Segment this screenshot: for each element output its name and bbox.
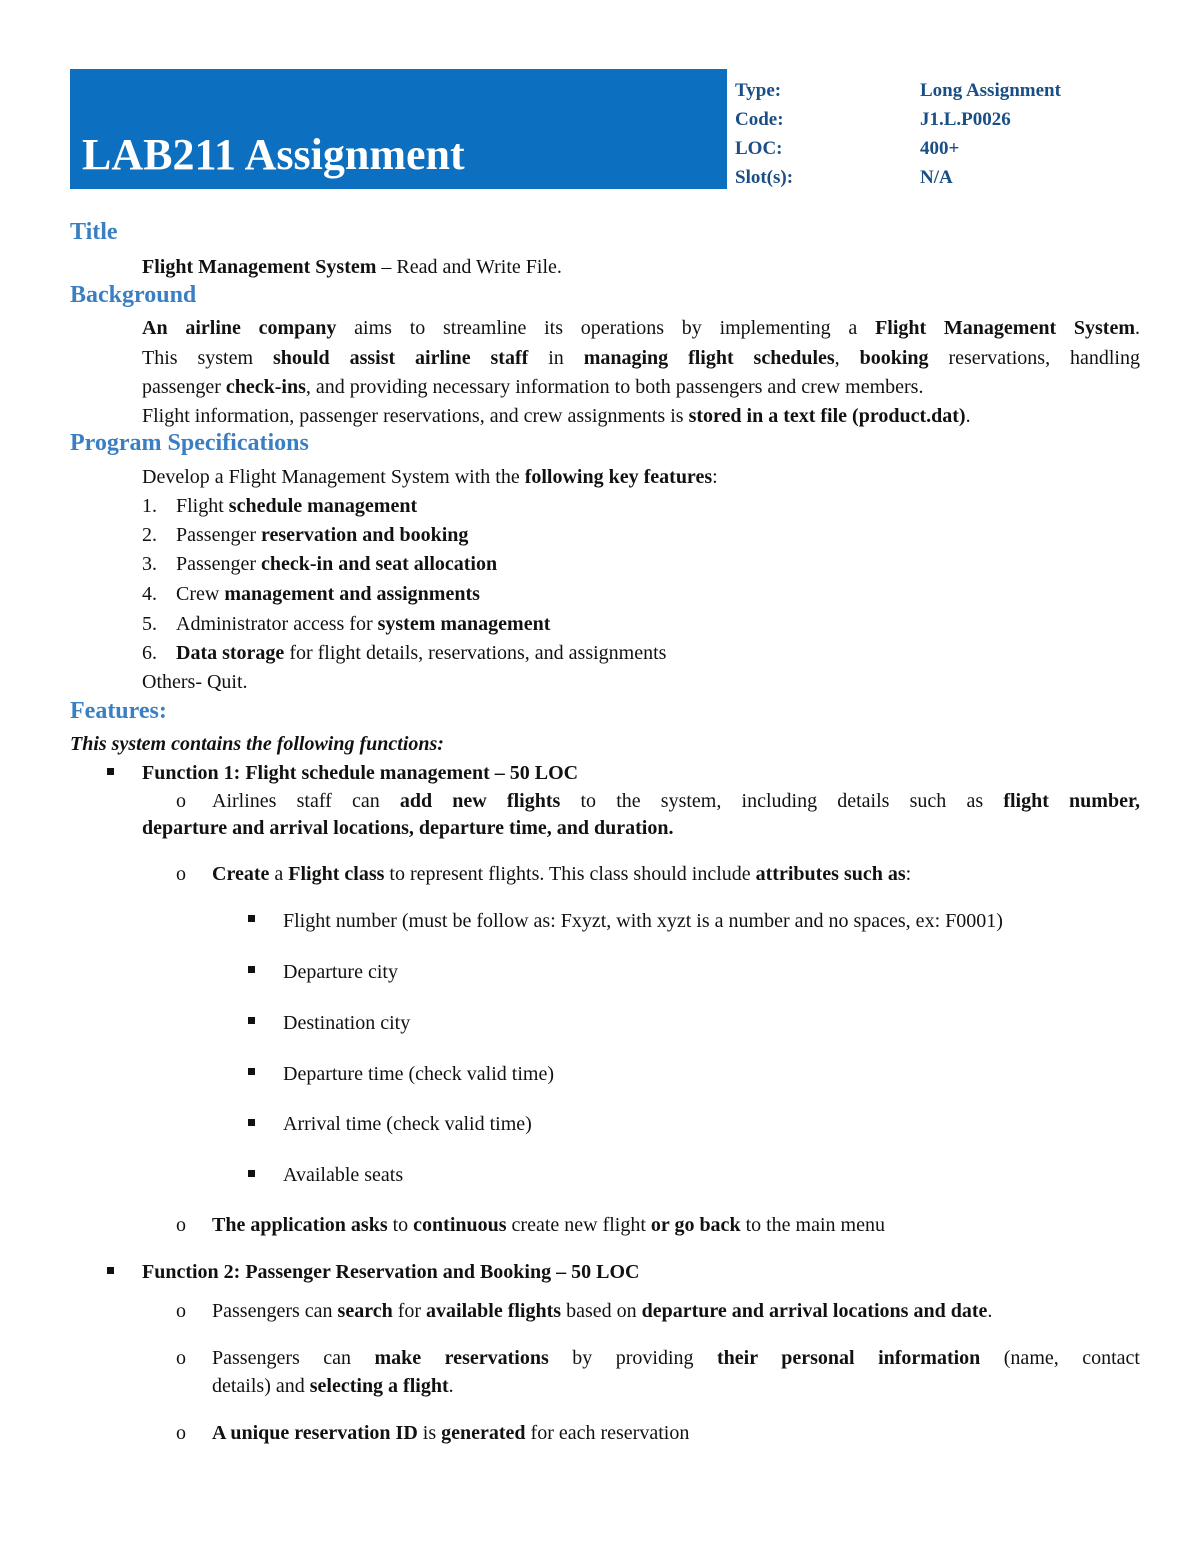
spec-item: 6. Data storage for flight details, reservations, and assignments xyxy=(142,642,667,664)
spec-item: 2. Passenger reservation and booking xyxy=(142,524,469,546)
background-heading: Background xyxy=(70,282,197,308)
function-1-point-c: The application asks to continuous create new flight or go back to the main menu xyxy=(212,1214,885,1236)
meta-label: Code: xyxy=(735,109,784,130)
meta-label: Slot(s): xyxy=(735,167,794,188)
background-line-2: This system should assist airline staff in managing flight schedules, booking reservations, handling xyxy=(142,347,1140,369)
function-2-point-c: A unique reservation ID is generated for each reservation xyxy=(212,1422,690,1444)
function-2-title: Function 2: Passenger Reservation and Booking – 50 LOC xyxy=(142,1261,640,1283)
square-bullet-icon xyxy=(107,768,114,775)
function-2-point-b-line-1: Passengers can make reservations by providing their personal information (name, contact xyxy=(212,1347,1140,1369)
spec-others: Others- Quit. xyxy=(142,671,248,693)
circle-bullet-icon: o xyxy=(176,1422,186,1444)
features-heading: Features: xyxy=(70,698,167,724)
features-intro: This system contains the following functions: xyxy=(70,733,444,755)
meta-label: LOC: xyxy=(735,138,783,159)
background-line-1: An airline company aims to streamline its operations by implementing a Flight Management System. xyxy=(142,317,1140,339)
background-line-4: Flight information, passenger reservations, and crew assignments is stored in a text file (product.dat). xyxy=(142,405,971,427)
square-bullet-icon xyxy=(248,1017,255,1024)
function-1-title: Function 1: Flight schedule management – 50 LOC xyxy=(142,762,579,784)
spec-item: 1. Flight schedule management xyxy=(142,495,418,517)
title-heading: Title xyxy=(70,219,118,245)
spec-item: 4. Crew management and assignments xyxy=(142,583,480,605)
function-1-point-b: Create a Flight class to represent flights. This class should include attributes such as: xyxy=(212,863,912,885)
spec-item: 3. Passenger check-in and seat allocation xyxy=(142,553,498,575)
square-bullet-icon xyxy=(248,1119,255,1126)
flight-attribute: Flight number (must be follow as: Fxyzt, with xyzt is a number and no spaces, ex: F0001) xyxy=(283,910,1003,932)
circle-bullet-icon: o xyxy=(176,1347,186,1369)
function-2-point-b-line-2: details) and selecting a flight. xyxy=(212,1375,454,1397)
circle-bullet-icon: o xyxy=(176,1214,186,1236)
square-bullet-icon xyxy=(107,1267,114,1274)
header-banner xyxy=(70,69,727,189)
meta-label: Type: xyxy=(735,80,782,101)
square-bullet-icon xyxy=(248,966,255,973)
spec-item: 5. Administrator access for system management xyxy=(142,613,551,635)
specs-intro: Develop a Flight Management System with the following key features: xyxy=(142,466,718,488)
meta-value: N/A xyxy=(920,167,953,188)
flight-attribute: Departure time (check valid time) xyxy=(283,1063,554,1085)
flight-attribute: Arrival time (check valid time) xyxy=(283,1113,532,1135)
square-bullet-icon xyxy=(248,1170,255,1177)
function-1-point-a-line-1: Airlines staff can add new flights to the system, including details such as flight number, xyxy=(212,790,1140,812)
circle-bullet-icon: o xyxy=(176,863,186,885)
square-bullet-icon xyxy=(248,915,255,922)
background-line-3: passenger check-ins, and providing necessary information to both passengers and crew members. xyxy=(142,376,924,398)
flight-attribute: Destination city xyxy=(283,1012,411,1034)
meta-value: Long Assignment xyxy=(920,80,1061,101)
function-2-point-a: Passengers can search for available flights based on departure and arrival locations and date. xyxy=(212,1300,993,1322)
title-text: Flight Management System – Read and Write File. xyxy=(142,256,562,278)
document-title: LAB211 Assignment xyxy=(82,130,465,179)
circle-bullet-icon: o xyxy=(176,1300,186,1322)
meta-value: J1.L.P0026 xyxy=(920,109,1011,130)
square-bullet-icon xyxy=(248,1068,255,1075)
flight-attribute: Departure city xyxy=(283,961,398,983)
function-1-point-a-line-2: departure and arrival locations, departure time, and duration. xyxy=(142,817,674,839)
specs-heading: Program Specifications xyxy=(70,430,309,456)
circle-bullet-icon: o xyxy=(176,790,186,812)
meta-value: 400+ xyxy=(920,138,960,159)
flight-attribute: Available seats xyxy=(283,1164,404,1186)
